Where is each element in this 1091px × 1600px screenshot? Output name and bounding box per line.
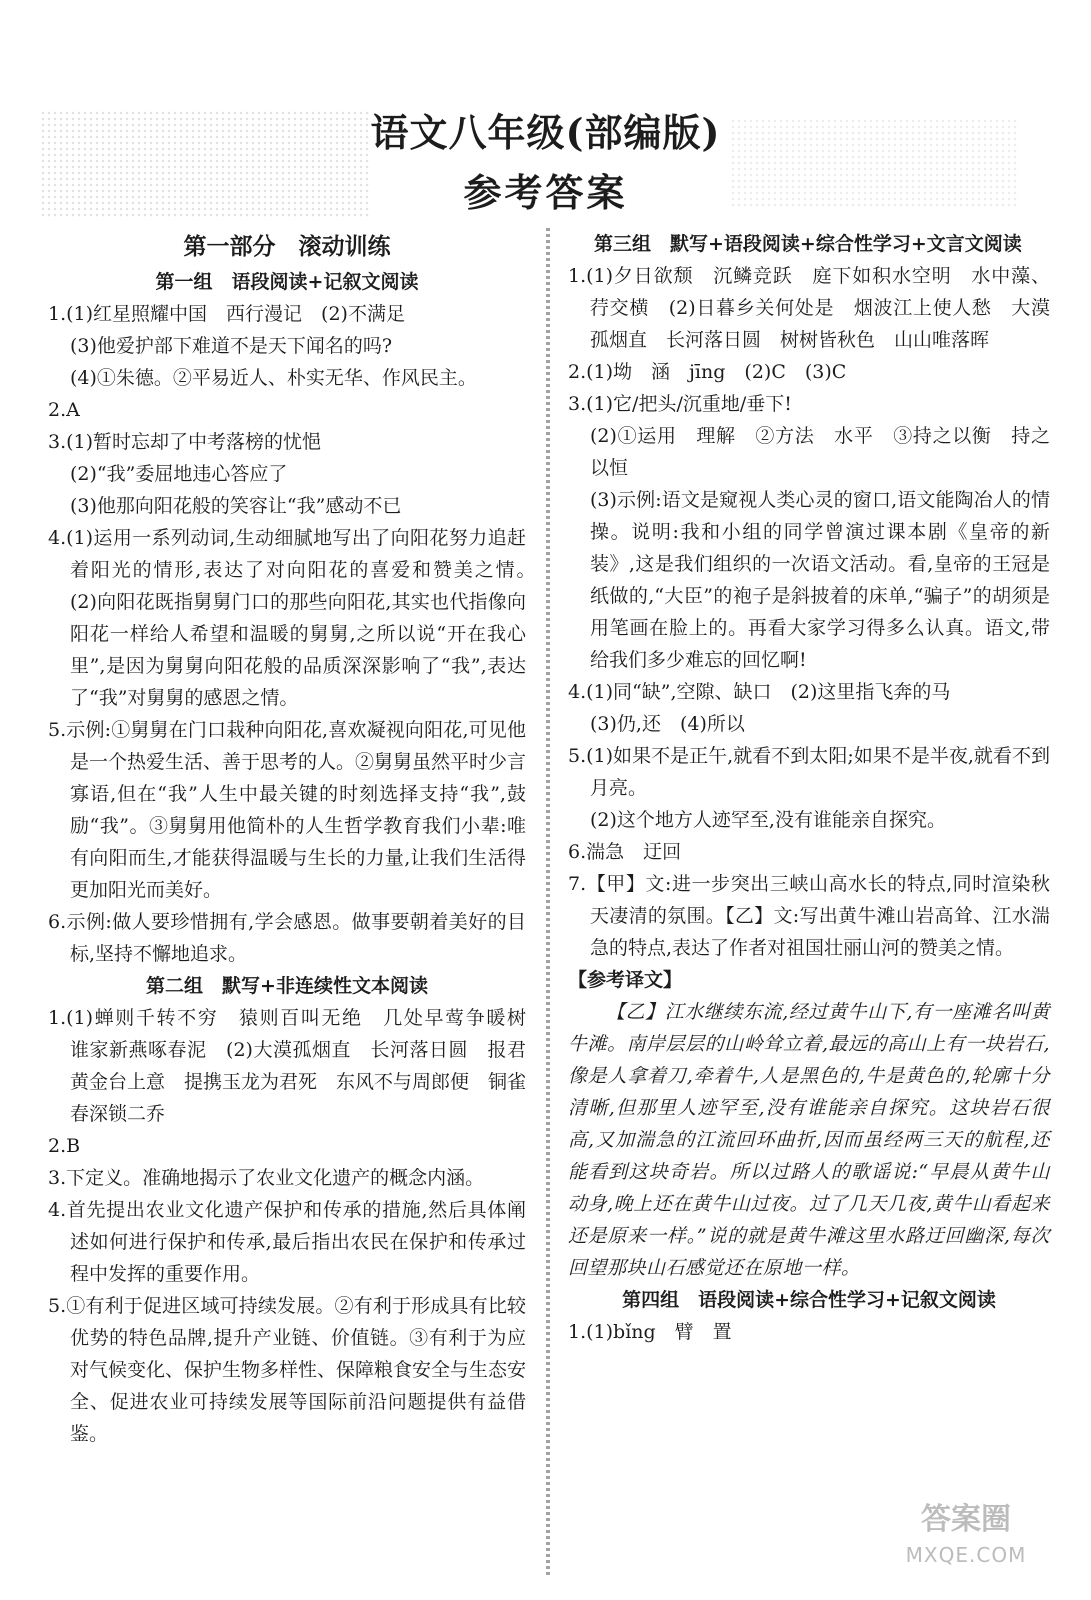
answer-line: 3.(1)暂时忘却了中考落榜的忧悒 xyxy=(48,431,322,453)
answer-line: 7.【甲】文:进一步突出三峡山高水长的特点,同时渲染秋天凄清的氛围。【乙】文:写出黄牛滩山岩高耸、江水湍急的特点,表达了作者对祖国壮丽山河的赞美之情。 xyxy=(568,873,1050,959)
answer-line: 6.湍急 迂回 xyxy=(568,841,682,863)
page-title: 语文八年级(部编版) xyxy=(370,110,721,155)
answer-line: 1.(1)bǐng 臂 置 xyxy=(568,1321,732,1343)
answer-line: 2.B xyxy=(48,1135,81,1157)
answer-line: 3.(1)它/把头/沉重地/垂下! xyxy=(568,393,792,415)
answer-line: (3)他爱护部下难道不是天下闻名的吗? xyxy=(70,335,393,357)
answer-line: (2)①运用 理解 ②方法 水平 ③持之以衡 持之以恒 xyxy=(590,425,1050,479)
answer-line: 1.(1)蝉则千转不穷 猿则百叫无绝 几处早莺争暖树 谁家新燕啄春泥 (2)大漠孤烟直 长河落日圆 报君黄金台上意 提携玉龙为君死 东风不与周郎便 铜雀春深锁二乔 xyxy=(48,1007,546,1125)
group4-heading: 第四组 语段阅读+综合性学习+记叙文阅读 xyxy=(622,1289,996,1311)
answer-line: 5.示例:①舅舅在门口栽种向阳花,喜欢凝视向阳花,可见他是一个热爱生活、善于思考的人。②舅舅虽然平时少言寡语,但在“我”人生中最关键的时刻选择支持“我”,鼓励“我”。③舅舅用他简朴的人生哲学教育我们小辈:唯有向阳而生,才能获得温暖与生长的力量,让我们生活得更加阳光而美好。 xyxy=(48,719,527,901)
answer-line: (3)示例:语文是窥视人类心灵的窗口,语文能陶冶人的情操。说明:我和小组的同学曾演过课本剧《皇帝的新装》,这是我们组织的一次语文活动。看,皇帝的王冠是纸做的,“大臣”的袍子是斜披着的床单,“骗子”的胡须是用笔画在脸上的。再看大家学习得多么认真。语文,带给我们多少难忘的回忆啊! xyxy=(590,489,1050,671)
answer-line: 3.下定义。准确地揭示了农业文化遗产的概念内涵。 xyxy=(48,1167,485,1189)
left-column xyxy=(48,228,546,1450)
answer-line: 2.A xyxy=(48,399,80,421)
answer-line: (4)①朱德。②平易近人、朴实无华、作风民主。 xyxy=(70,367,477,389)
answer-line: 2.(1)坳 涵 jīng (2)C (3)C xyxy=(568,361,847,383)
answer-line: 4.(1)同“缺”,空隙、缺口 (2)这里指飞奔的马 xyxy=(568,681,951,703)
watermark xyxy=(861,1500,1071,1580)
translation-heading: 【参考译文】 xyxy=(568,969,683,991)
group1-heading: 第一组 语段阅读+记叙文阅读 xyxy=(155,271,419,293)
group2-heading: 第二组 默写+非连续性文本阅读 xyxy=(146,975,428,997)
answer-line: 5.①有利于促进区域可持续发展。②有利于形成具有比较优势的特色品牌,提升产业链、价值链。③有利于为应对气候变化、保护生物多样性、保障粮食安全与生态安全、促进农业可持续发展等国际前沿问题提供有益借鉴。 xyxy=(48,1295,527,1445)
answer-line: (3)仍,还 (4)所以 xyxy=(590,713,745,735)
answer-line: 6.示例:做人要珍惜拥有,学会感恩。做事要朝着美好的目标,坚持不懈地追求。 xyxy=(48,911,526,965)
answer-line: 4.首先提出农业文化遗产保护和传承的措施,然后具体阐述如何进行保护和传承,最后指出农民在保护和传承过程中发挥的重要作用。 xyxy=(48,1199,526,1285)
page-header xyxy=(0,108,1091,218)
answer-line: (2)这个地方人迹罕至,没有谁能亲自探究。 xyxy=(590,809,946,831)
watermark-logo: 答案圈 xyxy=(921,1502,1011,1537)
answer-line: (3)他那向阳花般的笑容让“我”感动不已 xyxy=(70,495,402,517)
right-column xyxy=(568,228,1050,1348)
group3-heading: 第三组 默写+语段阅读+综合性学习+文言文阅读 xyxy=(594,233,1022,255)
part-heading: 第一部分 滚动训练 xyxy=(183,233,391,260)
answer-line: 4.(1)运用一系列动词,生动细腻地写出了向阳花努力追赶着阳光的情形,表达了对向阳花的喜爱和赞美之情。 (2)向阳花既指舅舅门口的那些向阳花,其实也代指像向阳花一样给人希望和温暖的舅舅,之所以说“开在我心里”,是因为舅舅向阳花般的品质深深影响了“我”,表达了“我”对舅舅的感恩之情。 xyxy=(48,527,546,709)
answer-line: 5.(1)如果不是正午,就看不到太阳;如果不是半夜,就看不到月亮。 xyxy=(568,745,1050,799)
answer-line: (2)“我”委屈地违心答应了 xyxy=(70,463,288,485)
watermark-url: MXQE.COM xyxy=(905,1543,1027,1567)
answer-line: 1.(1)夕日欲颓 沉鳞竞跃 庭下如积水空明 水中藻、荇交横 (2)日暮乡关何处是 烟波江上使人愁 大漠孤烟直 长河落日圆 树树皆秋色 山山唯落晖 xyxy=(568,265,1050,351)
translation-text: 【乙】江水继续东流,经过黄牛山下,有一座滩名叫黄牛滩。南岸层层的山岭耸立着,最远的高山上有一块岩石,像是人拿着刀,牵着牛,人是黑色的,牛是黄色的,轮廓十分清晰,但那里人迹罕至,没有谁能亲自探究。这块岩石很高,又加湍急的江流回环曲折,因而虽经两三天的航程,还能看到这块奇岩。所以过路人的歌谣说:“早晨从黄牛山动身,晚上还在黄牛山过夜。过了几天几夜,黄牛山看起来还是原来一样。”说的就是黄牛滩这里水路迂回幽深,每次回望那块山石感觉还在原地一样。 xyxy=(568,1001,1050,1279)
column-divider xyxy=(546,228,550,1578)
answer-line: 1.(1)红星照耀中国 西行漫记 (2)不满足 xyxy=(48,303,405,325)
page-subtitle: 参考答案 xyxy=(463,170,628,215)
